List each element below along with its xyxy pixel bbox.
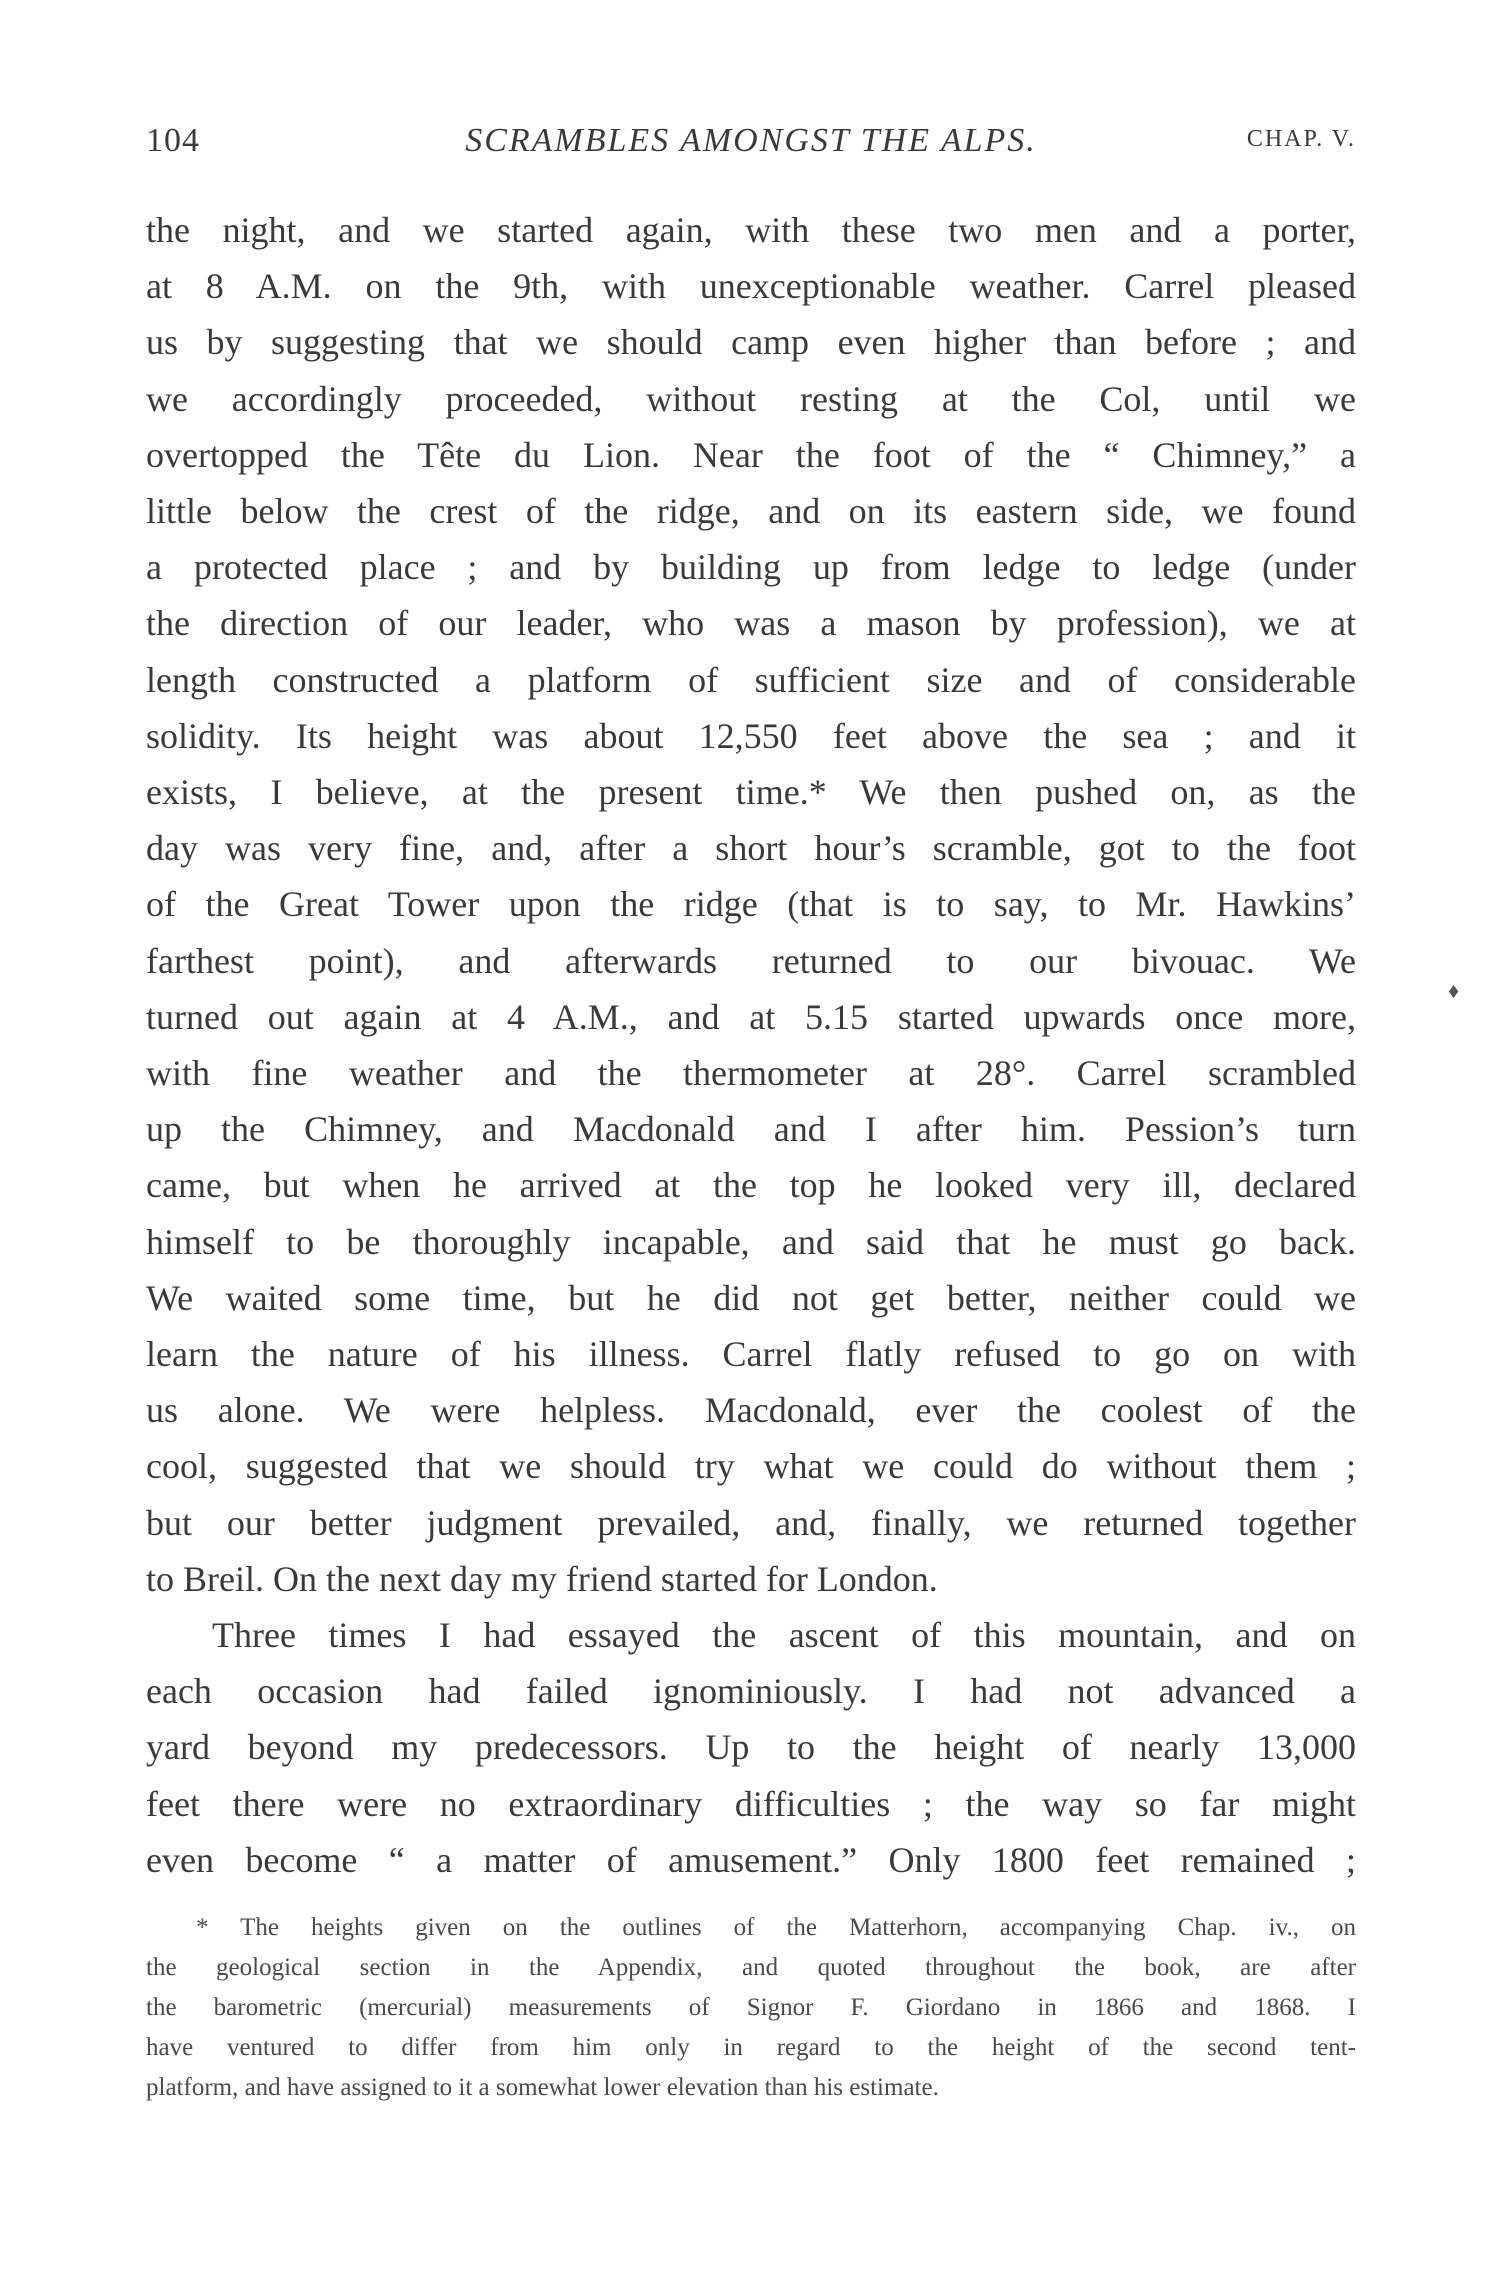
paragraph-2	[146, 1607, 1356, 1888]
text-line: us by suggesting that we should camp even higher than before ; and	[146, 322, 1356, 363]
text-line: a protected place ; and by building up from ledge to ledge (under	[146, 547, 1356, 588]
running-header	[146, 122, 1356, 172]
text-line: We waited some time, but he did not get better, neither could we	[146, 1277, 1356, 1318]
text-line: day was very fine, and, after a short hour’s scramble, got to the foot	[146, 828, 1356, 869]
text-line: us alone. We were helpless. Macdonald, ever the coolest of the	[146, 1390, 1356, 1431]
margin-mark-icon: ♦	[1448, 978, 1460, 1003]
running-title: SCRAMBLES AMONGST THE ALPS.	[465, 122, 1037, 159]
text-line: of the Great Tower upon the ridge (that is to say, to Mr. Hawkins’	[146, 884, 1356, 925]
body-text	[146, 202, 1356, 1888]
chapter-label: CHAP. V.	[1246, 126, 1356, 152]
text-line: little below the crest of the ridge, and on its eastern side, we found	[146, 491, 1356, 532]
footnote	[146, 1908, 1356, 2108]
text-line: turned out again at 4 A.M., and at 5.15 started upwards once more,	[146, 996, 1356, 1037]
footnote-line: * The heights given on the outlines of the Matterhorn, accompanying Chap. iv., on	[196, 1914, 1356, 1941]
text-line: overtopped the Tête du Lion. Near the foot of the “ Chimney,” a	[146, 434, 1356, 475]
text-line: learn the nature of his illness. Carrel flatly refused to go on with	[146, 1334, 1356, 1375]
text-line: came, but when he arrived at the top he looked very ill, declared	[146, 1165, 1356, 1206]
text-line: at 8 A.M. on the 9th, with unexceptionable weather. Carrel pleased	[146, 266, 1356, 307]
text-line: with fine weather and the thermometer at 28°. Carrel scrambled	[146, 1053, 1356, 1094]
footnote-line: the barometric (mercurial) measurements of Signor F. Giordano in 1866 and 1868. I	[146, 1994, 1356, 2021]
footnote-line: have ventured to differ from him only in regard to the height of the second tent-	[146, 2034, 1356, 2061]
text-line: but our better judgment prevailed, and, finally, we returned together	[146, 1502, 1356, 1543]
footnote-line: platform, and have assigned to it a somewhat lower elevation than his estimate.	[146, 2074, 939, 2101]
text-line: exists, I believe, at the present time.* We then pushed on, as the	[146, 772, 1356, 813]
text-line: cool, suggested that we should try what we could do without them ;	[146, 1446, 1356, 1487]
footnote-line: the geological section in the Appendix, and quoted throughout the book, are after	[146, 1954, 1356, 1981]
text-line: Three times I had essayed the ascent of this mountain, and on	[212, 1615, 1356, 1656]
text-line: to Breil. On the next day my friend started for London.	[146, 1558, 938, 1599]
text-line: length constructed a platform of sufficient size and of considerable	[146, 659, 1356, 700]
paragraph-1	[146, 202, 1356, 1607]
text-line: each occasion had failed ignominiously. I had not advanced a	[146, 1671, 1356, 1712]
text-line: feet there were no extraordinary difficulties ; the way so far might	[146, 1783, 1356, 1824]
text-line: the direction of our leader, who was a mason by profession), we at	[146, 603, 1356, 644]
page-number: 104	[146, 122, 200, 159]
text-line: up the Chimney, and Macdonald and I after him. Pession’s turn	[146, 1109, 1356, 1150]
text-line: we accordingly proceeded, without resting at the Col, until we	[146, 378, 1356, 419]
text-line: farthest point), and afterwards returned to our bivouac. We	[146, 940, 1356, 981]
text-line: even become “ a matter of amusement.” Only 1800 feet remained ;	[146, 1839, 1356, 1880]
text-line: himself to be thoroughly incapable, and said that he must go back.	[146, 1221, 1356, 1262]
text-line: yard beyond my predecessors. Up to the height of nearly 13,000	[146, 1727, 1356, 1768]
text-line: the night, and we started again, with these two men and a porter,	[146, 210, 1356, 250]
text-line: solidity. Its height was about 12,550 feet above the sea ; and it	[146, 715, 1356, 756]
